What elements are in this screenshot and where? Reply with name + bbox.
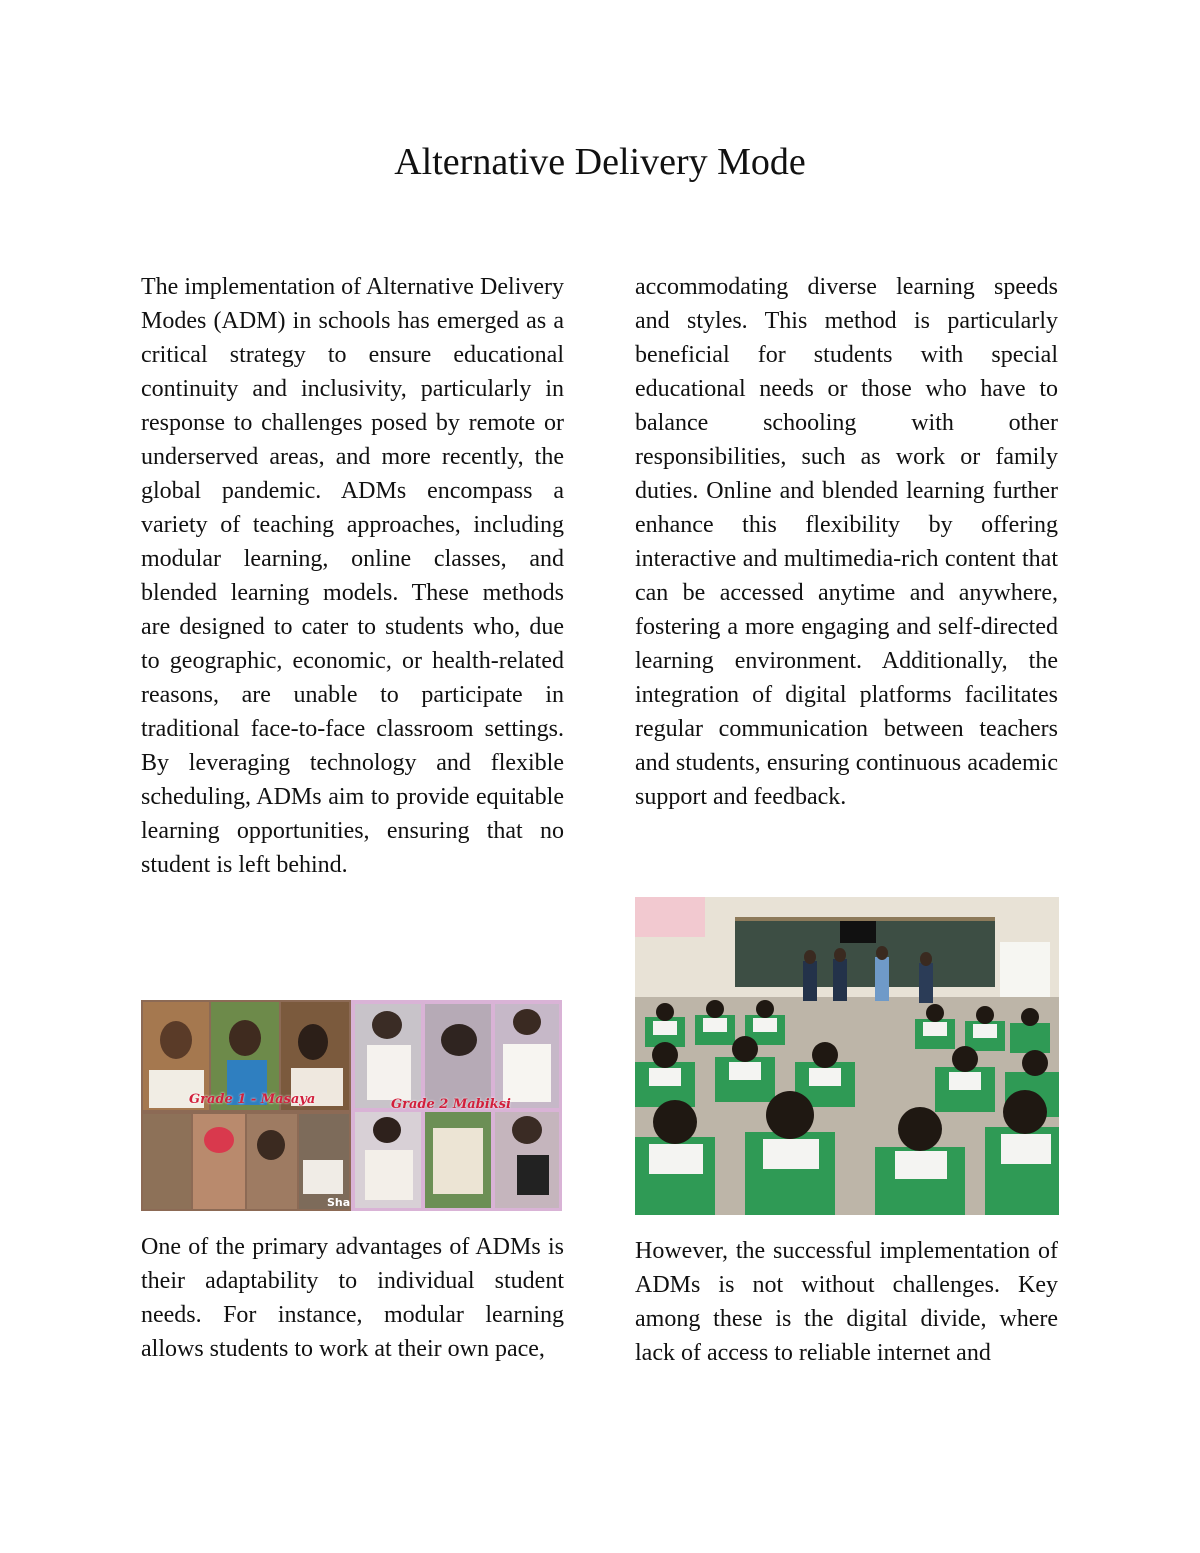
paragraph-advantages: One of the primary advantages of ADMs is their adaptability to individual student needs. For instance, modular learning allows students to work at their own pace, — [141, 1234, 564, 1362]
paragraph-intro: The implementation of Alternative Delivery Modes (ADM) in schools has emerged as a critical strategy to ensure educational continuity and inclusivity, particularly in response to challenges posed by remote or underserved areas, and more recently, the global pandemic. ADMs encompass a variety of teaching approaches, including modular learning, online classes, and blended learning models. These methods are designed to cater to students who, due to geographic, economic, or health-related reasons, are unable to participate in traditional face-to-face classroom settings. By leveraging technology and flexible scheduling, ADMs aim to provide equitable learning opportunities, ensuring that no student is left behind. — [141, 274, 564, 878]
paragraph-flexibility: accommodating diverse learning speeds and styles. This method is particularly beneficial for students with special educational needs or those who have to balance schooling with other responsibilities, such as work or family duties. Online and blended learning further enhance this flexibility by offering interactive and multimedia-rich content that can be accessed anytime and anywhere, fostering a more engaging and self-directed learning environment. Additionally, the integration of digital platforms facilitates regular communication between teachers and students, ensuring continuous academic support and feedback. — [635, 274, 1058, 810]
collage-label-grade2: Grade 2 Mabiksi — [391, 1097, 511, 1112]
collage-corner-text: Sha — [327, 1196, 351, 1209]
student-modular-learning-collage — [141, 1000, 562, 1211]
collage-label-grade1: Grade 1 - Masaya — [189, 1092, 316, 1107]
classroom-image — [635, 897, 1059, 1215]
paragraph-challenges: However, the successful implementation of ADMs is not without challenges. Key among these is the digital divide, where lack of access to reliable internet and — [635, 1238, 1058, 1366]
classroom-photo — [635, 897, 1059, 1215]
page-title: Alternative Delivery Mode — [394, 141, 806, 183]
